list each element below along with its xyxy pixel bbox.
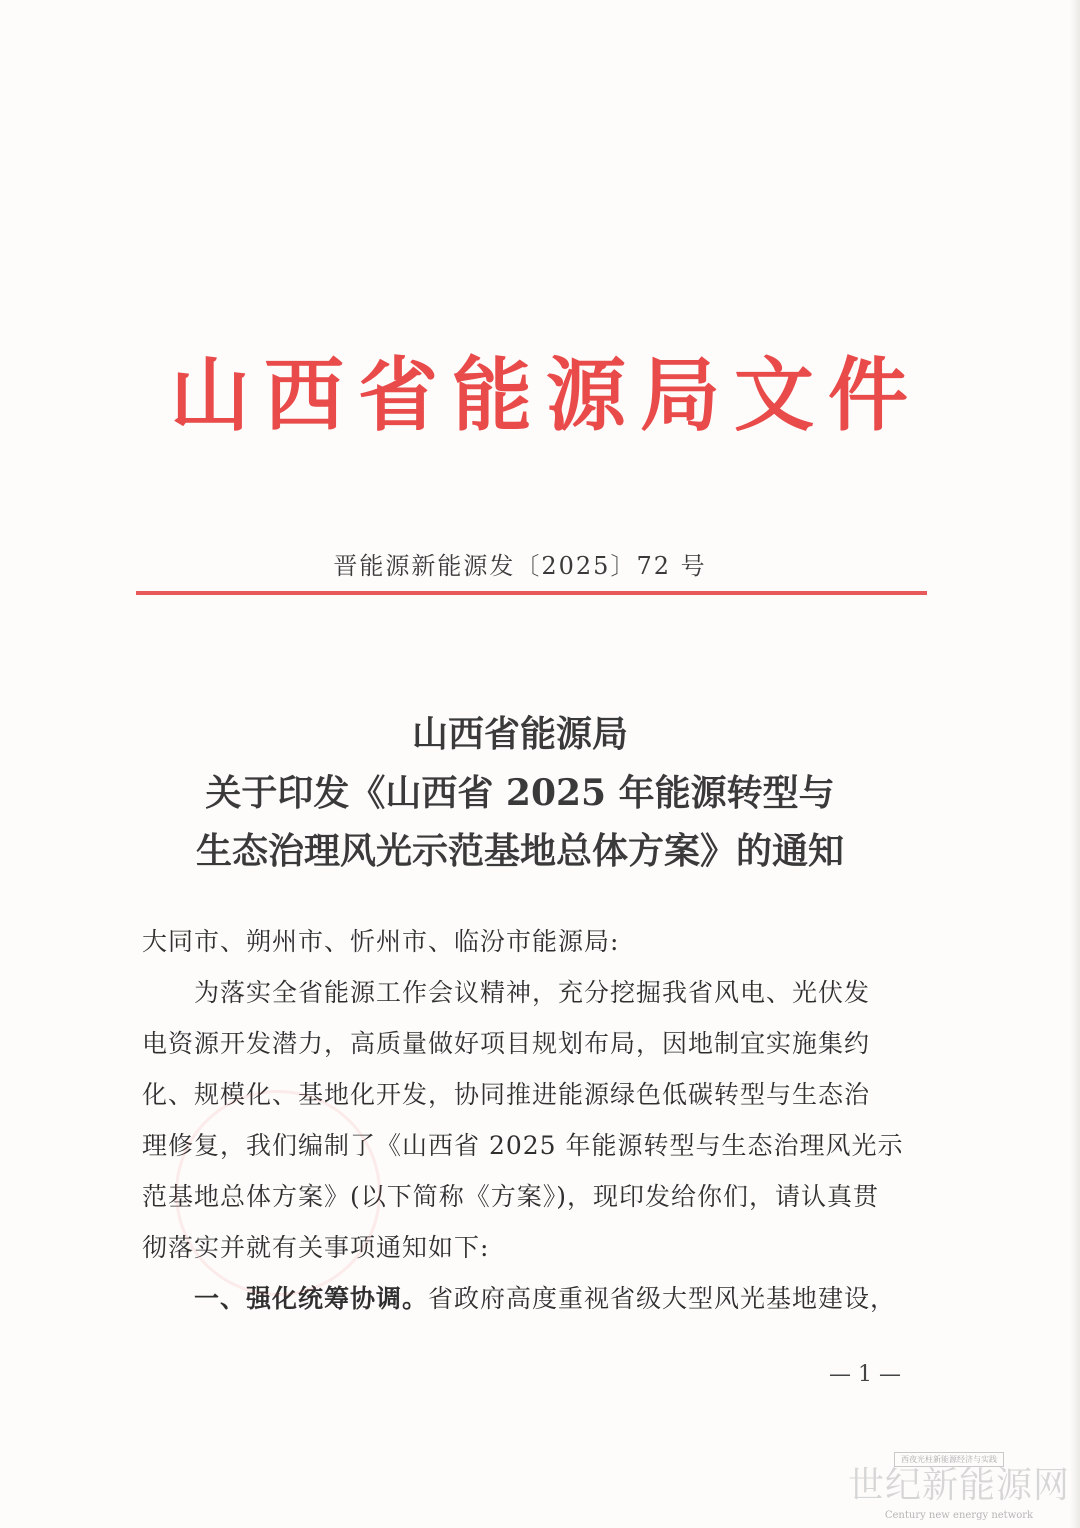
body-paragraph-line: 理修复，我们编制了《山西省 2025 年能源转型与生态治理风光示	[142, 1131, 904, 1160]
faded-stamp-icon	[175, 1090, 381, 1296]
document-number: 晋能源新能源发〔2025〕72 号	[333, 552, 707, 580]
body-paragraph-line: 电资源开发潜力，高质量做好项目规划布局，因地制宜实施集约	[142, 1029, 871, 1058]
document-title-line-1: 山西省能源局	[411, 713, 628, 755]
watermark-main-text: 世纪新能源网	[848, 1465, 1071, 1506]
body-paragraph-line: 彻落实并就有关事项通知如下:	[142, 1233, 490, 1262]
document-title-line-2: 关于印发《山西省 2025 年能源转型与	[205, 772, 835, 814]
site-watermark	[848, 1452, 1071, 1524]
section-1-heading: 一、强化统筹协调。	[194, 1284, 429, 1313]
body-paragraph-line: 范基地总体方案》(以下简称《方案》)，现印发给你们，请认真贯	[142, 1182, 880, 1211]
red-divider-line	[136, 591, 927, 595]
body-paragraph-line: 化、规模化、基地化开发，协同推进能源绿色低碳转型与生态治	[142, 1080, 871, 1109]
addressee-line: 大同市、朔州市、忻州市、临汾市能源局:	[142, 927, 620, 956]
issuing-authority-header: 山西省能源局文件	[170, 348, 922, 442]
page-number: — 1 —	[829, 1362, 901, 1387]
section-1-text: 省政府高度重视省级大型风光基地建设，	[428, 1284, 897, 1313]
watermark-tag: 西夜光柱新能源经济与实践	[894, 1452, 1004, 1467]
body-paragraph-line: 为落实全省能源工作会议精神，充分挖掘我省风电、光伏发	[194, 978, 871, 1007]
page-edge-shadow	[1070, 0, 1080, 1528]
watermark-subtitle: Century new energy network	[884, 1510, 1034, 1521]
document-title-line-3: 生态治理风光示范基地总体方案》的通知	[195, 830, 844, 872]
